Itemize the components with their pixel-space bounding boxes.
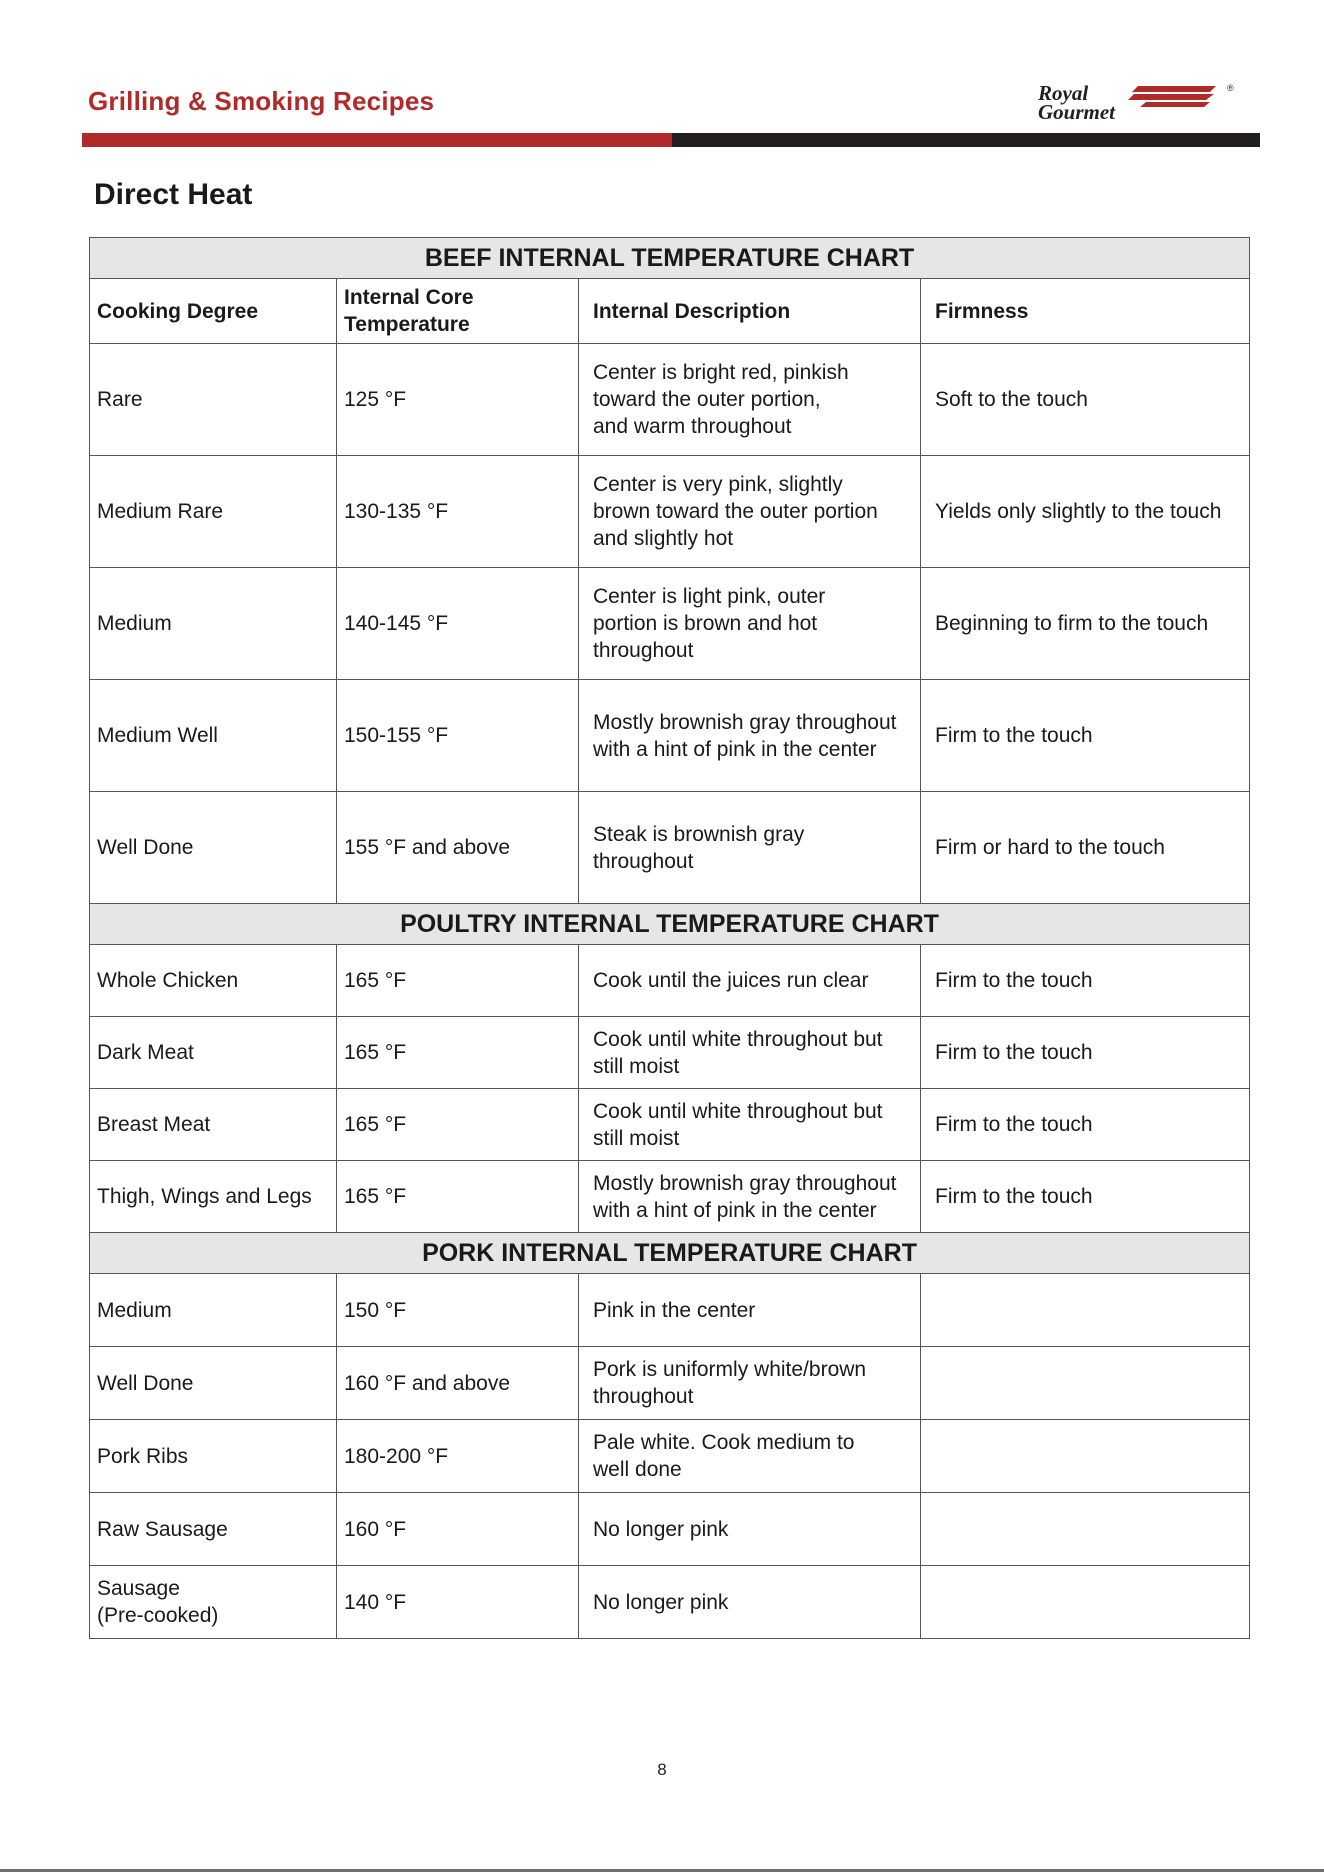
cell-line: still moist [593, 1054, 680, 1078]
beef-table-row [90, 680, 1250, 792]
description-cell [579, 1089, 921, 1161]
beef-table-row [90, 344, 1250, 456]
pork-rows [90, 1274, 1250, 1639]
cell-line: Well Done [97, 1371, 194, 1395]
cell-line: toward the outer portion, [593, 388, 821, 411]
description-cell [579, 568, 921, 680]
col-header-firmness: Firmness [921, 279, 1250, 344]
firmness-cell: Firm to the touch [921, 1017, 1250, 1089]
core-temp-cell: 130-135 °F [337, 456, 579, 568]
firmness-cell: Soft to the touch [921, 344, 1250, 456]
cell-line: still moist [593, 1126, 680, 1150]
cell-line: throughout [593, 849, 694, 873]
core-temp-cell: 155 °F and above [337, 792, 579, 904]
section-title: Direct Heat [94, 178, 253, 211]
description-cell [579, 945, 921, 1017]
firmness-cell: Firm to the touch [921, 680, 1250, 792]
description-cell [579, 1274, 921, 1347]
pork-chart-title: PORK INTERNAL TEMPERATURE CHART [90, 1233, 1250, 1274]
core-temp-cell: 165 °F [337, 1089, 579, 1161]
col-header-core-temp-line1: Internal Core [344, 286, 474, 309]
cell-line: with a hint of pink in the center [593, 737, 877, 761]
beef-chart-title-row [90, 238, 1250, 279]
beef-table-row [90, 568, 1250, 680]
beef-chart-title: BEEF INTERNAL TEMPERATURE CHART [90, 238, 1250, 279]
core-temp-cell: 165 °F [337, 1161, 579, 1233]
cooking-degree-cell: Well Done [90, 792, 337, 904]
cell-line: Sausage [97, 1577, 180, 1600]
logo-text-gourmet: Gourmet [1038, 100, 1116, 122]
core-temp-cell: 180-200 °F [337, 1420, 579, 1493]
cell-line: Cook until the juices run clear [593, 969, 869, 992]
core-temp-cell: 150 °F [337, 1274, 579, 1347]
beef-table-row [90, 456, 1250, 568]
core-temp-cell: 160 °F and above [337, 1347, 579, 1420]
temperature-table [89, 237, 1250, 1639]
cell-line: well done [593, 1458, 682, 1481]
royal-gourmet-logo [1034, 82, 1244, 122]
core-temp-cell: 125 °F [337, 344, 579, 456]
cell-line: and warm throughout [593, 415, 792, 438]
cell-line: portion is brown and hot [593, 612, 818, 635]
column-header-row [90, 279, 1250, 344]
cooking-degree-cell [90, 1566, 337, 1639]
firmness-cell [921, 1347, 1250, 1420]
pork-table-row [90, 1274, 1250, 1347]
cell-line: Center is bright red, pinkish [593, 361, 849, 384]
poultry-rows [90, 945, 1250, 1233]
cell-line: throughout [593, 1385, 694, 1408]
pork-table-row [90, 1566, 1250, 1639]
logo-flame-stripes-icon [1128, 86, 1216, 107]
cooking-degree-cell: Thigh, Wings and Legs [90, 1161, 337, 1233]
core-temp-cell: 150-155 °F [337, 680, 579, 792]
cooking-degree-cell: Dark Meat [90, 1017, 337, 1089]
core-temp-cell: 140 °F [337, 1566, 579, 1639]
firmness-cell [921, 1566, 1250, 1639]
firmness-cell: Yields only slightly to the touch [921, 456, 1250, 568]
cell-line: (Pre-cooked) [97, 1604, 219, 1627]
cell-line: Steak is brownish gray [593, 822, 805, 846]
cooking-degree-cell: Rare [90, 344, 337, 456]
firmness-cell: Firm to the touch [921, 1089, 1250, 1161]
cell-line: No longer pink [593, 1517, 729, 1541]
description-cell [579, 1347, 921, 1420]
col-header-description: Internal Description [579, 279, 921, 344]
cell-line: and slightly hot [593, 527, 734, 550]
cooking-degree-cell: Medium Well [90, 680, 337, 792]
cell-line: Pork is uniformly white/brown [593, 1358, 867, 1381]
pork-chart-title-row [90, 1233, 1250, 1274]
description-cell [579, 1017, 921, 1089]
cell-line: throughout [593, 639, 694, 662]
beef-rows [90, 344, 1250, 904]
poultry-table-row [90, 1017, 1250, 1089]
description-cell [579, 1161, 921, 1233]
cell-line: Pork Ribs [97, 1444, 189, 1468]
firmness-cell: Firm to the touch [921, 945, 1250, 1017]
firmness-cell [921, 1420, 1250, 1493]
header-bar-dark [672, 133, 1260, 147]
col-header-core-temp [337, 279, 579, 344]
description-cell [579, 344, 921, 456]
page-number: 8 [657, 1760, 667, 1779]
description-cell [579, 792, 921, 904]
beef-table-row [90, 792, 1250, 904]
firmness-cell: Beginning to firm to the touch [921, 568, 1250, 680]
header-bar-red [82, 133, 672, 147]
firmness-cell [921, 1493, 1250, 1566]
poultry-table-row [90, 945, 1250, 1017]
core-temp-cell: 140-145 °F [337, 568, 579, 680]
cell-line: Center is light pink, outer [593, 585, 826, 608]
pork-table-row [90, 1420, 1250, 1493]
description-cell [579, 1566, 921, 1639]
cooking-degree-cell [90, 1347, 337, 1420]
cell-line: Center is very pink, slightly [593, 473, 843, 496]
cooking-degree-cell [90, 1493, 337, 1566]
cooking-degree-cell: Breast Meat [90, 1089, 337, 1161]
core-temp-cell: 160 °F [337, 1493, 579, 1566]
pork-table-row [90, 1347, 1250, 1420]
cell-line: Medium [97, 1298, 172, 1322]
col-header-cooking-degree: Cooking Degree [90, 279, 337, 344]
cell-line: brown toward the outer portion [593, 500, 878, 523]
cooking-degree-cell: Medium Rare [90, 456, 337, 568]
cooking-degree-cell [90, 1420, 337, 1493]
description-cell [579, 680, 921, 792]
description-cell [579, 456, 921, 568]
description-cell [579, 1420, 921, 1493]
cell-line: with a hint of pink in the center [593, 1198, 877, 1222]
firmness-cell: Firm or hard to the touch [921, 792, 1250, 904]
poultry-chart-title: POULTRY INTERNAL TEMPERATURE CHART [90, 904, 1250, 945]
description-cell [579, 1493, 921, 1566]
header-title: Grilling & Smoking Recipes [88, 86, 435, 116]
cooking-degree-cell: Medium [90, 568, 337, 680]
cell-line: No longer pink [593, 1590, 729, 1614]
core-temp-cell: 165 °F [337, 945, 579, 1017]
firmness-cell: Firm to the touch [921, 1161, 1250, 1233]
firmness-cell [921, 1274, 1250, 1347]
logo-text-royal: Royal [1038, 82, 1089, 105]
cooking-degree-cell [90, 1274, 337, 1347]
pork-table-row [90, 1493, 1250, 1566]
cell-line: Cook until white throughout but [593, 1099, 883, 1123]
registered-mark: ® [1227, 83, 1234, 93]
cell-line: Pink in the center [593, 1298, 756, 1322]
cell-line: Raw Sausage [97, 1517, 228, 1541]
cooking-degree-cell: Whole Chicken [90, 945, 337, 1017]
col-header-core-temp-line2: Temperature [344, 313, 470, 336]
cell-line: Mostly brownish gray throughout [593, 1171, 897, 1195]
cell-line: Pale white. Cook medium to [593, 1431, 855, 1454]
cell-line: Mostly brownish gray throughout [593, 710, 897, 734]
core-temp-cell: 165 °F [337, 1017, 579, 1089]
poultry-table-row [90, 1161, 1250, 1233]
poultry-table-row [90, 1089, 1250, 1161]
cell-line: Cook until white throughout but [593, 1027, 883, 1051]
poultry-chart-title-row [90, 904, 1250, 945]
